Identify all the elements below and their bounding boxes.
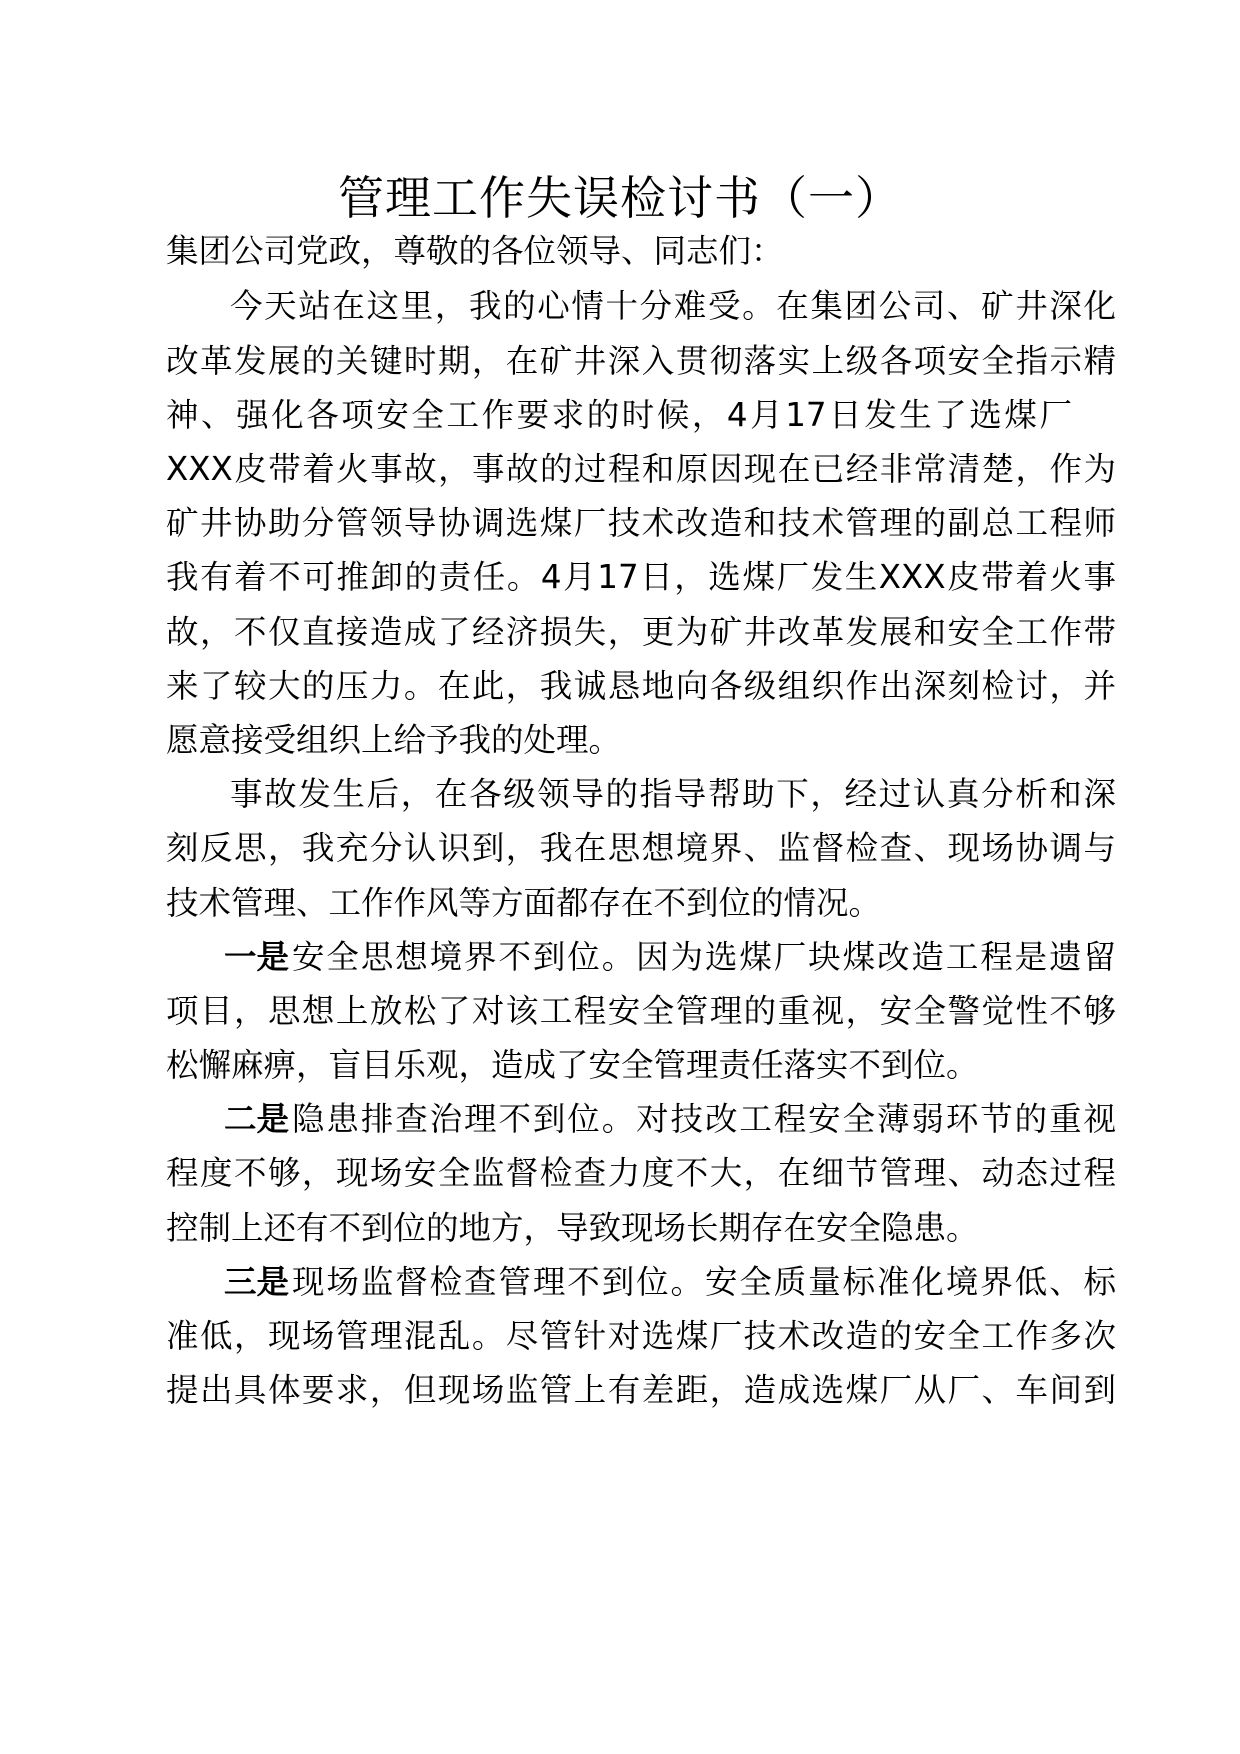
point-2-line: 隐患排查治理不到位。对技改工程安全薄弱环节的重视 [292, 1100, 1116, 1138]
point-1-line: 安全思想境界不到位。因为选煤厂块煤改造工程是遗留 [292, 938, 1116, 976]
point-2-line: 程度不够，现场安全监督检查力度不大，在细节管理、动态过程 [166, 1154, 1116, 1192]
point-3-label: 三是 [224, 1263, 290, 1301]
paragraph-1-line: 愿意接受组织上给予我的处理。 [166, 721, 622, 759]
point-3-line: 现场监督检查管理不到位。安全质量标准化境界低、标 [292, 1263, 1116, 1301]
paragraph-1-line: 故，不仅直接造成了经济损失，更为矿井改革发展和安全工作带 [166, 613, 1116, 651]
paragraph-2-line: 事故发生后，在各级领导的指导帮助下，经过认真分析和深 [230, 775, 1116, 813]
paragraph-1-line: 今天站在这里，我的心情十分难受。在集团公司、矿井深化 [230, 287, 1116, 325]
point-3-line: 准低，现场管理混乱。尽管针对选煤厂技术改造的安全工作多次 [166, 1317, 1116, 1355]
paragraph-2-line: 技术管理、工作作风等方面都存在不到位的情况。 [166, 884, 882, 922]
paragraph-2-line: 刻反思，我充分认识到，我在思想境界、监督检查、现场协调与 [166, 829, 1116, 867]
paragraph-1-line: 我有着不可推卸的责任。4月17日，选煤厂发生XXX皮带着火事 [166, 558, 1116, 596]
point-2-label: 二是 [224, 1100, 290, 1138]
paragraph-1-line: 来了较大的压力。在此，我诚恳地向各级组织作出深刻检讨，并 [166, 667, 1116, 705]
point-1-label: 一是 [224, 938, 290, 976]
salutation: 集团公司党政，尊敬的各位领导、同志们： [166, 232, 784, 270]
point-1-line: 项目，思想上放松了对该工程安全管理的重视，安全警觉性不够 [166, 992, 1116, 1030]
document-title: 管理工作失误检讨书（一） [338, 171, 902, 225]
paragraph-1-line: 改革发展的关键时期，在矿井深入贯彻落实上级各项安全指示精 [166, 342, 1116, 380]
point-3-line: 提出具体要求，但现场监管上有差距，造成选煤厂从厂、车间到 [166, 1371, 1116, 1409]
point-2-line: 控制上还有不到位的地方，导致现场长期存在安全隐患。 [166, 1209, 979, 1247]
point-1-line: 松懈麻痹，盲目乐观，造成了安全管理责任落实不到位。 [166, 1046, 979, 1084]
paragraph-1-line: XXX皮带着火事故，事故的过程和原因现在已经非常清楚，作为 [166, 450, 1116, 488]
paragraph-1-line: 神、强化各项安全工作要求的时候，4月17日发生了选煤厂 [166, 396, 1072, 434]
paragraph-1-line: 矿井协助分管领导协调选煤厂技术改造和技术管理的副总工程师 [166, 504, 1116, 542]
